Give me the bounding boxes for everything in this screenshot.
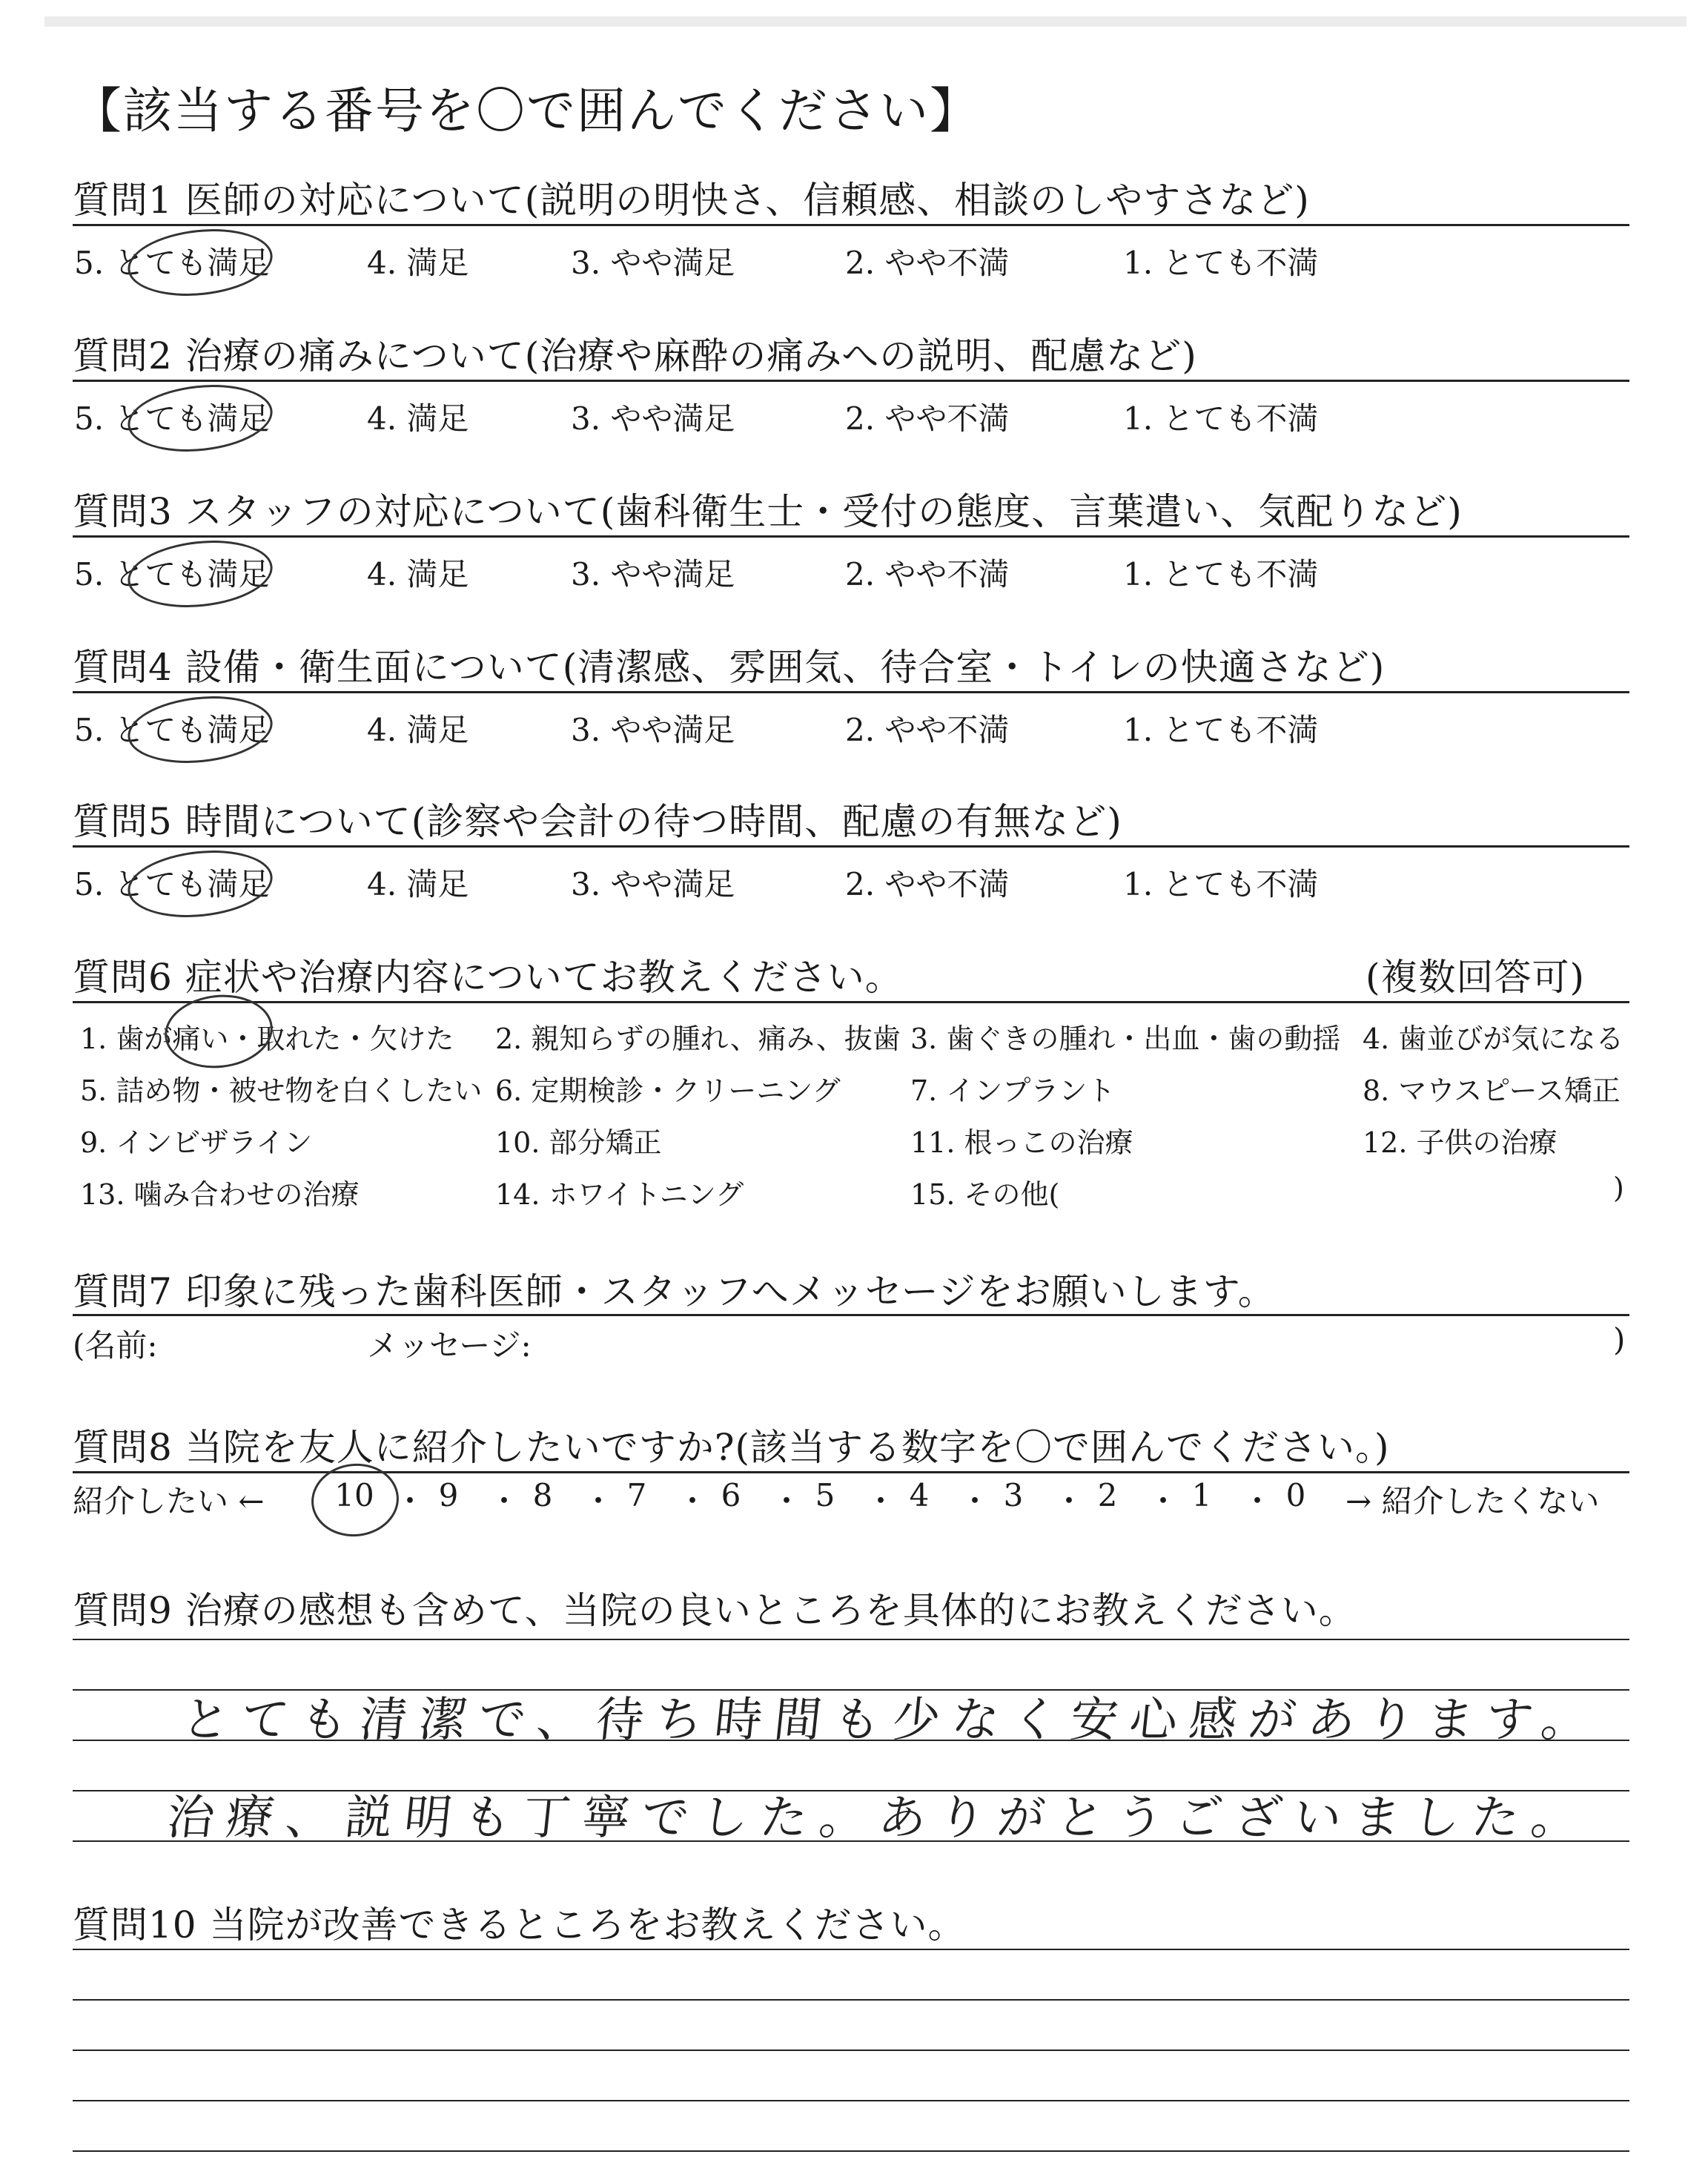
q8-separator-dot: ・ — [771, 1483, 803, 1519]
q6-title: 質問6 症状や治療内容についてお教えください。 — [73, 956, 903, 999]
q8-score-9[interactable]: 9 — [438, 1477, 459, 1513]
q3-option-1[interactable]: 1. とても不満 — [1123, 556, 1319, 592]
page-top-edge — [44, 16, 1687, 27]
q6-option-9[interactable]: 9. インビザライン — [80, 1126, 313, 1159]
q7-close-paren: ) — [1613, 1321, 1626, 1358]
q5-selected-circle — [125, 844, 276, 924]
q8-right-label: → 紹介したくない — [1345, 1483, 1600, 1519]
q4-option-1[interactable]: 1. とても不満 — [1123, 712, 1319, 748]
q1-option-4[interactable]: 4. 満足 — [367, 245, 469, 281]
q6-option-2[interactable]: 2. 親知らずの腫れ、痛み、抜歯 — [495, 1023, 901, 1055]
q1-option-2[interactable]: 2. やや不満 — [845, 245, 1010, 281]
q9-handwritten-answer-1: とても清潔で、待ち時間も少なく安心感があります。 — [179, 1693, 1603, 1748]
q8-title: 質問8 当院を友人に紹介したいですか?(該当する数字を〇で囲んでください。) — [73, 1426, 1390, 1469]
q8-separator-dot: ・ — [677, 1483, 709, 1519]
q7-title: 質問7 印象に残った歯科医師・スタッフへメッセージをお願いします。 — [73, 1270, 1276, 1313]
q1-rule — [73, 224, 1629, 226]
q9-handwritten-answer-2: 治療、説明も丁寧でした。ありがとうございました。 — [164, 1791, 1594, 1846]
q8-separator-dot: ・ — [1242, 1483, 1274, 1519]
q8-separator-dot: ・ — [489, 1483, 520, 1519]
q2-option-2[interactable]: 2. やや不満 — [845, 400, 1010, 437]
q8-score-1[interactable]: 1 — [1191, 1477, 1212, 1513]
q4-selected-circle — [125, 690, 276, 770]
q10-answer-line — [73, 1949, 1629, 1950]
q8-separator-dot: ・ — [959, 1483, 991, 1519]
q6-option-7[interactable]: 7. インプラント — [910, 1074, 1116, 1107]
q8-score-3[interactable]: 3 — [1003, 1477, 1024, 1513]
q8-score-7[interactable]: 7 — [626, 1477, 647, 1513]
q4-option-4[interactable]: 4. 満足 — [367, 712, 469, 748]
q10-answer-line — [73, 2150, 1629, 2152]
q2-rule — [73, 380, 1629, 382]
survey-heading: 【該当する番号を〇で囲んでください】 — [73, 82, 980, 139]
q8-left-label: 紹介したい ← — [73, 1483, 265, 1519]
q6-note: (複数回答可) — [1366, 956, 1586, 999]
q3-option-4[interactable]: 4. 満足 — [367, 556, 469, 592]
q5-option-5[interactable]: 5. とても満足 — [74, 866, 270, 902]
q4-title: 質問4 設備・衛生面について(清潔感、雰囲気、待合室・トイレの快適さなど) — [73, 646, 1386, 689]
q8-score-6[interactable]: 6 — [721, 1477, 741, 1513]
q5-option-3[interactable]: 3. やや満足 — [571, 866, 735, 902]
q5-title: 質問5 時間について(診察や会計の待つ時間、配慮の有無など) — [73, 800, 1122, 843]
q3-title: 質問3 スタッフの対応について(歯科衛生士・受付の態度、言葉遣い、気配りなど) — [73, 490, 1463, 533]
q4-option-2[interactable]: 2. やや不満 — [845, 712, 1010, 748]
q6-option-8[interactable]: 8. マウスピース矯正 — [1363, 1074, 1621, 1107]
q8-score-10[interactable]: 10 — [334, 1477, 374, 1513]
q2-option-1[interactable]: 1. とても不満 — [1123, 400, 1319, 437]
q6-other-close: ) — [1613, 1172, 1624, 1204]
q5-rule — [73, 845, 1629, 848]
q1-selected-circle — [125, 222, 276, 303]
q1-option-3[interactable]: 3. やや満足 — [571, 245, 735, 281]
q3-option-5[interactable]: 5. とても満足 — [74, 556, 270, 592]
q8-score-8[interactable]: 8 — [532, 1477, 553, 1513]
q2-title: 質問2 治療の痛みについて(治療や麻酔の痛みへの説明、配慮など) — [73, 334, 1197, 377]
q6-rule — [73, 1001, 1629, 1003]
q2-option-3[interactable]: 3. やや満足 — [571, 400, 735, 437]
q4-option-3[interactable]: 3. やや満足 — [571, 712, 735, 748]
q6-option-14[interactable]: 14. ホワイトニング — [495, 1178, 744, 1211]
q6-option-10[interactable]: 10. 部分矯正 — [495, 1126, 662, 1159]
q10-answer-line — [73, 2050, 1629, 2051]
q8-separator-dot: ・ — [1148, 1483, 1179, 1519]
q8-separator-dot: ・ — [1053, 1483, 1085, 1519]
q8-score-0[interactable]: 0 — [1285, 1477, 1306, 1513]
q6-option-1[interactable]: 1. 歯が痛い・取れた・欠けた — [80, 1023, 454, 1055]
q8-score-2[interactable]: 2 — [1097, 1477, 1118, 1513]
q6-option-4[interactable]: 4. 歯並びが気になる — [1363, 1023, 1624, 1055]
q6-option-13[interactable]: 13. 噛み合わせの治療 — [80, 1178, 360, 1211]
q2-option-5[interactable]: 5. とても満足 — [74, 400, 270, 437]
q10-answer-line — [73, 1999, 1629, 2001]
q6-option-12[interactable]: 12. 子供の治療 — [1363, 1126, 1558, 1159]
q5-option-2[interactable]: 2. やや不満 — [845, 866, 1010, 902]
q5-option-1[interactable]: 1. とても不満 — [1123, 866, 1319, 902]
q5-option-4[interactable]: 4. 満足 — [367, 866, 469, 902]
q6-option-6[interactable]: 6. 定期検診・クリーニング — [495, 1074, 841, 1107]
q10-title: 質問10 当院が改善できるところをお教えください。 — [73, 1903, 966, 1946]
q2-selected-circle — [125, 378, 276, 458]
q3-selected-circle — [125, 534, 276, 614]
q7-message-label[interactable]: メッセージ: — [367, 1327, 532, 1364]
q9-title: 質問9 治療の感想も含めて、当院の良いところを具体的にお教えください。 — [73, 1589, 1357, 1632]
q3-option-2[interactable]: 2. やや不満 — [845, 556, 1010, 592]
q1-title: 質問1 医師の対応について(説明の明快さ、信頼感、相談のしやすさなど) — [73, 179, 1310, 222]
q7-rule — [73, 1314, 1629, 1316]
q9-answer-line — [73, 1639, 1629, 1640]
q8-separator-dot: ・ — [394, 1483, 426, 1519]
q6-option-11[interactable]: 11. 根っこの治療 — [910, 1126, 1133, 1159]
q2-option-4[interactable]: 4. 満足 — [367, 400, 469, 437]
q8-separator-dot: ・ — [583, 1483, 615, 1519]
q8-separator-dot: ・ — [865, 1483, 897, 1519]
q8-rule — [73, 1471, 1629, 1473]
q4-rule — [73, 691, 1629, 693]
q4-option-5[interactable]: 5. とても満足 — [74, 712, 270, 748]
q3-option-3[interactable]: 3. やや満足 — [571, 556, 735, 592]
q6-option-15[interactable]: 15. その他( — [910, 1178, 1060, 1211]
q8-score-4[interactable]: 4 — [909, 1477, 930, 1513]
q6-option-3[interactable]: 3. 歯ぐきの腫れ・出血・歯の動揺 — [910, 1023, 1341, 1055]
q3-rule — [73, 535, 1629, 538]
q1-option-5[interactable]: 5. とても満足 — [74, 245, 270, 281]
q10-answer-line — [73, 2100, 1629, 2101]
q6-option-5[interactable]: 5. 詰め物・被せ物を白くしたい — [80, 1074, 483, 1107]
q8-score-5[interactable]: 5 — [815, 1477, 835, 1513]
q1-option-1[interactable]: 1. とても不満 — [1123, 245, 1319, 281]
q7-name-label[interactable]: (名前: — [73, 1327, 158, 1364]
